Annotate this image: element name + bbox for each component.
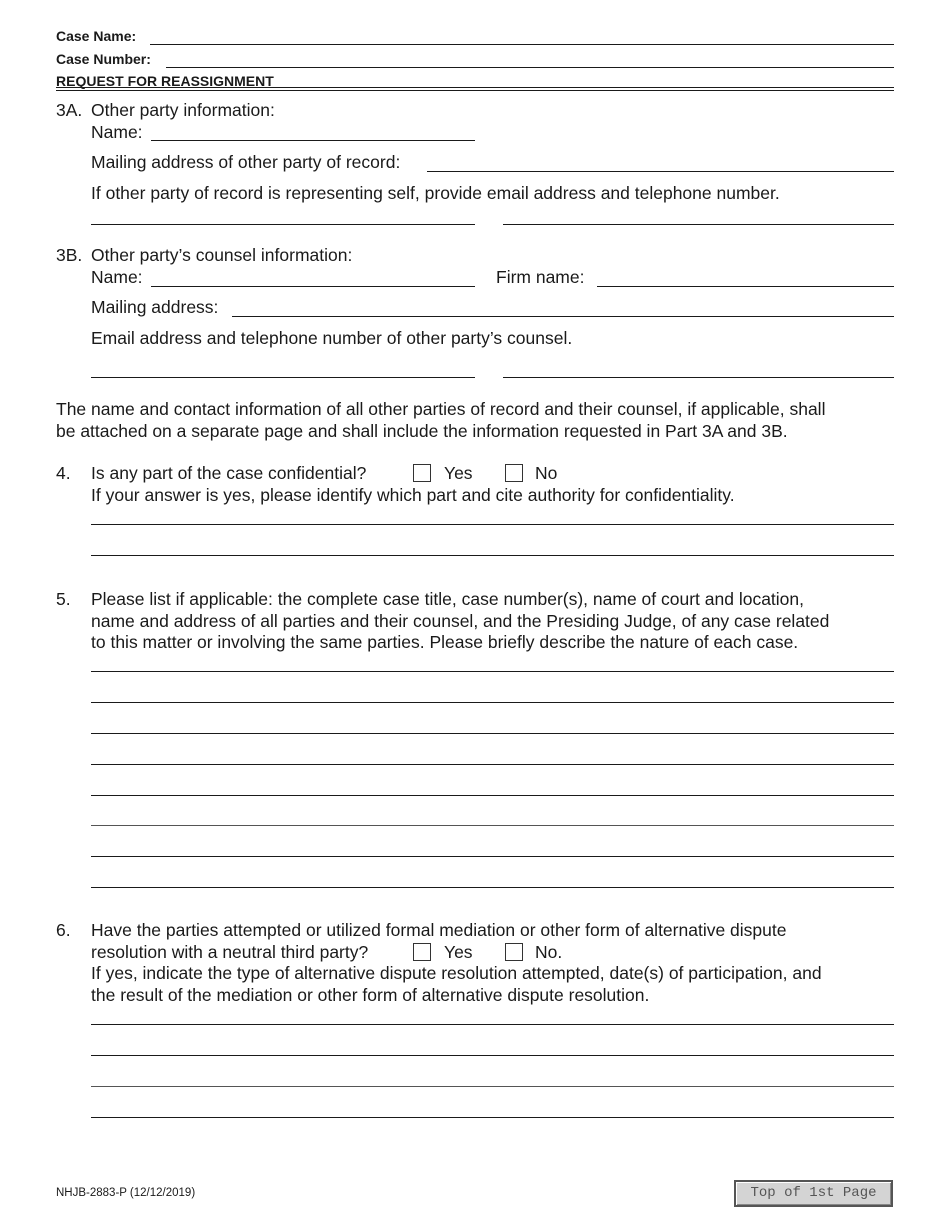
section-3b-name-line: [151, 286, 475, 287]
question-5-answer-line-4: [91, 764, 894, 765]
section-3b-mailing-label: Mailing address:: [91, 297, 219, 317]
question-6-no-label: No.: [535, 942, 563, 962]
top-of-first-page-button[interactable]: Top of 1st Page: [734, 1180, 893, 1207]
section-3a-mailing-input[interactable]: [427, 152, 894, 170]
question-4-no-label: No: [535, 463, 558, 483]
question-6-yes-checkbox[interactable]: [413, 943, 431, 961]
case-number-label: Case Number:: [56, 51, 151, 67]
question-6-line-4: the result of the mediation or other form of alternative dispute resolution.: [91, 985, 650, 1005]
header-divider-bottom: [56, 90, 894, 91]
question-5-answer-input-1[interactable]: [91, 653, 894, 671]
question-5-answer-line-8: [91, 887, 894, 888]
question-5-line-1: Please list if applicable: the complete case title, case number(s), name of court and location,: [91, 589, 805, 609]
question-5-line-2: name and address of all parties and their counsel, and the Presiding Judge, of any case related: [91, 611, 830, 631]
question-6-line-2: resolution with a neutral third party?: [91, 942, 369, 962]
section-3a-heading: Other party information:: [91, 100, 275, 120]
question-5-answer-input-3[interactable]: [91, 715, 894, 733]
question-5-number: 5.: [56, 589, 71, 609]
section-3b-firm-label: Firm name:: [496, 267, 585, 287]
section-3b-heading: Other party’s counsel information:: [91, 245, 353, 265]
section-3b-phone-input[interactable]: [503, 359, 894, 377]
question-5-answer-input-4[interactable]: [91, 746, 894, 764]
question-5-answer-input-6[interactable]: [91, 807, 894, 825]
header-divider-top: [56, 87, 894, 88]
section-3a-number: 3A.: [56, 100, 83, 120]
question-5-answer-line-5: [91, 795, 894, 796]
question-6-answer-line-1: [91, 1024, 894, 1025]
section-3a-email-line: [91, 224, 475, 225]
section-3b-instruction: Email address and telephone number of other party’s counsel.: [91, 328, 573, 348]
question-6-answer-input-4[interactable]: [91, 1099, 894, 1117]
question-4-no-checkbox[interactable]: [505, 464, 523, 482]
question-4-answer-input-1[interactable]: [91, 505, 894, 523]
form-title: REQUEST FOR REASSIGNMENT: [56, 73, 274, 89]
question-5-answer-input-2[interactable]: [91, 684, 894, 702]
section-3a-phone-input[interactable]: [503, 206, 894, 224]
question-5-answer-line-3: [91, 733, 894, 734]
question-6-line-3: If yes, indicate the type of alternative dispute resolution attempted, date(s) of participation, and: [91, 963, 822, 983]
section-3a-name-line: [151, 140, 475, 141]
question-6-answer-line-3: [91, 1086, 894, 1087]
question-5-answer-line-2: [91, 702, 894, 703]
section-3b-email-line: [91, 377, 475, 378]
section-3b-email-input[interactable]: [91, 359, 475, 377]
question-5-answer-line-6: [91, 825, 894, 826]
section-3a-mailing-label: Mailing address of other party of record:: [91, 152, 401, 172]
question-5-line-3: to this matter or involving the same parties. Please briefly describe the nature of each case.: [91, 632, 799, 652]
question-6-no-checkbox[interactable]: [505, 943, 523, 961]
question-6-answer-line-2: [91, 1055, 894, 1056]
case-number-field-line: [166, 67, 894, 68]
section-3b-mailing-line: [232, 316, 894, 317]
question-4-answer-line-1: [91, 524, 894, 525]
question-6-line-1: Have the parties attempted or utilized formal mediation or other form of alternative dispute: [91, 920, 787, 940]
section-3b-phone-line: [503, 377, 894, 378]
question-4-answer-line-2: [91, 555, 894, 556]
section-3b-number: 3B.: [56, 245, 83, 265]
section-3a-phone-line: [503, 224, 894, 225]
question-4-number: 4.: [56, 463, 71, 483]
question-4-answer-input-2[interactable]: [91, 536, 894, 554]
section-3b-name-label: Name:: [91, 267, 143, 287]
section-3a-name-label: Name:: [91, 122, 143, 142]
case-name-field-line: [150, 44, 894, 45]
section-3a-instruction: If other party of record is representing self, provide email address and telephone number.: [91, 183, 780, 203]
question-5-answer-line-1: [91, 671, 894, 672]
question-6-answer-input-2[interactable]: [91, 1037, 894, 1055]
note-line-2: be attached on a separate page and shall include the information requested in Part 3A and 3B.: [56, 421, 788, 441]
section-3b-mailing-input[interactable]: [232, 297, 894, 315]
question-6-yes-label: Yes: [444, 942, 473, 962]
question-4-text: Is any part of the case confidential?: [91, 463, 367, 483]
section-3a-mailing-line: [427, 171, 894, 172]
question-4-yes-label: Yes: [444, 463, 473, 483]
question-5-answer-input-5[interactable]: [91, 777, 894, 795]
question-6-answer-input-1[interactable]: [91, 1006, 894, 1024]
question-4-followup: If your answer is yes, please identify which part and cite authority for confidentiality.: [91, 485, 735, 505]
section-3a-name-input[interactable]: [151, 122, 475, 140]
section-3b-firm-line: [597, 286, 894, 287]
question-6-number: 6.: [56, 920, 71, 940]
section-3b-name-input[interactable]: [151, 267, 475, 285]
note-line-1: The name and contact information of all other parties of record and their counsel, if applicable, shall: [56, 399, 826, 419]
question-6-answer-input-3[interactable]: [91, 1068, 894, 1086]
question-6-answer-line-4: [91, 1117, 894, 1118]
question-5-answer-input-8[interactable]: [91, 869, 894, 887]
section-3b-firm-input[interactable]: [597, 267, 894, 285]
case-name-label: Case Name:: [56, 28, 137, 44]
form-id: NHJB-2883-P (12/12/2019): [56, 1187, 196, 1199]
question-5-answer-input-7[interactable]: [91, 838, 894, 856]
section-3a-email-input[interactable]: [91, 206, 475, 224]
question-5-answer-line-7: [91, 856, 894, 857]
question-4-yes-checkbox[interactable]: [413, 464, 431, 482]
